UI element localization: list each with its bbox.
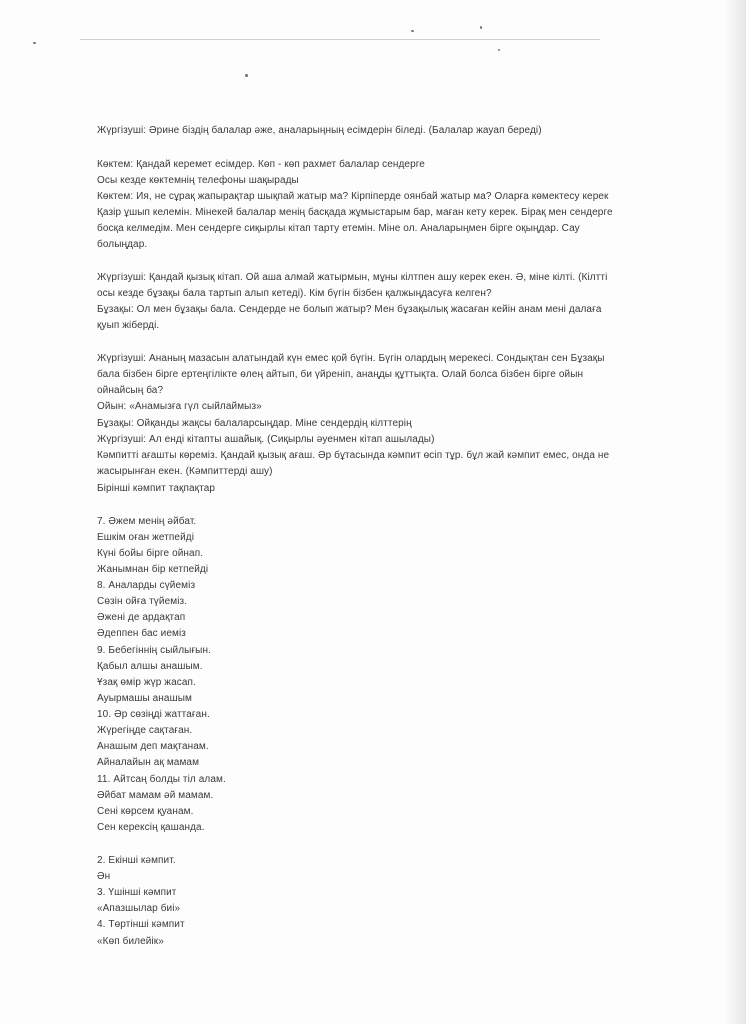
text-line: Ешкім оған жетпейді [97, 532, 195, 543]
text-line: Кәмпитті ағашты көреміз. Қандай қызық ағаш. Әр бұтасында кәмпит өсіп тұр. бұл жай кәмпит емес, онда не [97, 450, 610, 461]
scan-speck [33, 42, 36, 44]
text-line: қуып жіберді. [97, 320, 160, 331]
scan-speck [498, 49, 500, 51]
text-line: Жүргізуші: Ананың мазасын алатындай күн емес қой бүгін. Бүгін олардың мерекесі. Сондықтан сен Бұзақы [97, 353, 605, 364]
text-line: бала бізбен бірге ертеңгілікте өлең айтып, би үйреніп, анаңды құттықта. Олай болса бізбен бірге ойын [97, 369, 584, 380]
text-line: Күні бойы бірге ойнап. [97, 548, 204, 559]
text-line: Айналайын ақ мамам [97, 757, 200, 768]
text-line: босқа келмедім. Мен сендерге сиқырлы кітап тарту етемін. Міне ол. Аналарыңмен бірге оқыңдар. Сау [97, 223, 580, 234]
text-line: осы кезде бұзақы бала тартып алып кетеді). Кім бүгін бізбен қалжыңдасуға келген? [97, 288, 492, 299]
text-line: Жүргізуші: Қандай қызық кітап. Ой аша алмай жатырмын, мұны кілтпен ашу керек екен. Ә, міне кілті. (Кілтті [97, 272, 608, 283]
text-line: Әжені де ардақтап [97, 612, 186, 623]
text-line: 9. Бебегіннің сыйлығын. [97, 645, 211, 656]
text-line: Анашым деп мақтанам. [97, 741, 209, 752]
text-line: Қазір ұшып келемін. Мінекей балалар менің басқада жұмыстарым бар, маған кету керек. Бірақ мен сендерге [97, 207, 613, 218]
text-line: Әйбат мамам әй мамам. [97, 790, 214, 801]
text-line: 10. Әр сөзіңді жаттаған. [97, 709, 210, 720]
text-line: Бұзақы: Ол мен бұзақы бала. Сендерде не болып жатыр? Мен бұзақылық жасаған кейін анам мені далаға [97, 304, 602, 315]
text-line: Ойын: «Анамызға гүл сыйлаймыз» [97, 401, 262, 412]
text-line: Әдеппен бас иеміз [97, 628, 186, 639]
text-line: Сен керексің қашанда. [97, 822, 205, 833]
text-line: Жанымнан бір кетпейді [97, 564, 209, 575]
text-line: 11. Айтсаң болды тіл алам. [97, 774, 226, 785]
scan-speck [411, 30, 414, 32]
text-line: Жүрегіңде сақтаған. [97, 725, 193, 736]
text-line: «Көп билейік» [97, 936, 164, 947]
text-line: Көктем: Ия, не сұрақ жапырақтар шықпай жатыр ма? Кірпіперде оянбай жатыр ма? Оларға көмектесу керек [97, 191, 609, 202]
text-line: Бұзақы: Ойқанды жақсы балаларсыңдар. Міне сендердің кілттерің [97, 418, 412, 429]
text-line: 8. Аналарды сүйеміз [97, 580, 196, 591]
text-line: 7. Әжем менің әйбат. [97, 516, 197, 527]
text-line: 2. Екінші кәмпит. [97, 855, 176, 866]
text-line: Көктем: Қандай керемет есімдер. Көп - көп рахмет балалар сендерге [97, 159, 425, 170]
text-line: Қабыл алшы анашым. [97, 661, 203, 672]
text-line: Сөзін ойға түйеміз. [97, 596, 188, 607]
text-line: Ән [97, 871, 111, 882]
text-line: Жүргізуші: Ал енді кітапты ашайық. (Сиқырлы әуенмен кітап ашылады) [97, 434, 435, 445]
scan-speck [245, 74, 248, 77]
text-line: Ұзақ өмір жүр жасап. [97, 677, 196, 688]
text-line: Сені көрсем қуанам. [97, 806, 194, 817]
text-line: Жүргізуші: Әрине біздің балалар әже, аналарыңның есімдерін біледі. (Балалар жауап береді) [97, 125, 542, 136]
text-line: жасырынған екен. (Кәмпиттерді ашу) [97, 466, 273, 477]
text-line: «Апазшылар биі» [97, 903, 181, 914]
text-line: Ауырмашы анашым [97, 693, 192, 704]
scan-shadow-edge [724, 0, 746, 1024]
scan-artifact-line [80, 39, 600, 40]
text-line: 3. Үшінші кәмпит [97, 887, 177, 898]
text-line: 4. Төртінші кәмпит [97, 919, 185, 930]
text-line: Осы кезде көктемнің телефоны шақырады [97, 175, 299, 186]
text-line: болыңдар. [97, 239, 148, 250]
text-line: ойнайсың ба? [97, 385, 164, 396]
text-line: Бірінші кәмпит тақпақтар [97, 483, 216, 494]
scan-speck [480, 26, 482, 29]
